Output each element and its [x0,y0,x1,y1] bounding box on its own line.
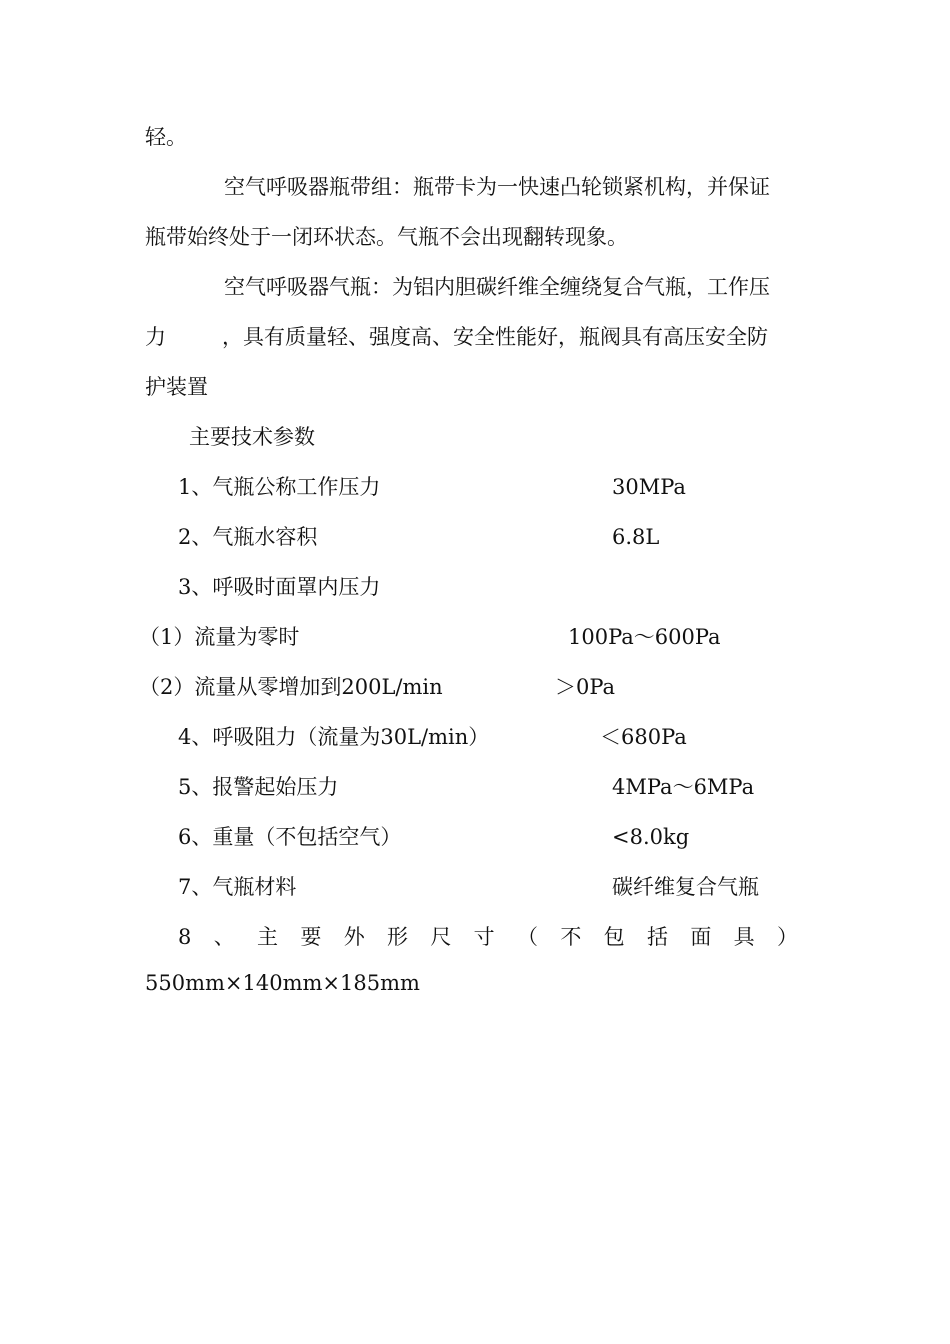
spec-label: （2）流量从零增加到200L/min [139,675,443,699]
spec-row-8-char: 8 [178,925,192,949]
spec-label: 1、气瓶公称工作压力 [178,475,381,499]
spec-value: ＜680Pa [600,725,687,749]
spec-row-8-char: 要 [300,925,322,949]
paragraph-strap-line-2: 瓶带始终处于一闭环状态。气瓶不会出现翻转现象。 [145,225,628,249]
spec-label: （1）流量为零时 [139,625,300,649]
spec-row-8-label [178,924,798,950]
spec-label: 2、气瓶水容积 [178,525,318,549]
spec-row-8-char: 包 [603,925,625,949]
spec-label: 3、呼吸时面罩内压力 [178,575,381,599]
paragraph-tail: 轻。 [145,125,187,149]
spec-row-8-value: 550mm×140mm×185mm [145,971,420,995]
spec-value: 碳纤维复合气瓶 [612,875,759,899]
spec-row-8-char: 外 [343,925,365,949]
paragraph-cylinder-line-3: 护装置 [145,375,208,399]
paragraph-cylinder-line-2b: ，具有质量轻、强度高、安全性能好，瓶阀具有高压安全防 [222,325,768,349]
spec-row-8-char: 寸 [473,925,495,949]
spec-row-8-char: 、 [213,925,235,949]
spec-label: 5、报警起始压力 [178,775,339,799]
spec-value: ＞0Pa [555,675,616,699]
spec-row-8-char: 尺 [430,925,452,949]
paragraph-cylinder-line-1: 空气呼吸器气瓶：为铝内胆碳纤维全缠绕复合气瓶，工作压 [224,275,770,299]
spec-row-8-char: ） [776,925,798,949]
paragraph-cylinder-line-2a: 力 [145,325,166,349]
spec-label: 6、重量（不包括空气） [178,825,402,849]
paragraph-strap-line-1: 空气呼吸器瓶带组：瓶带卡为一快速凸轮锁紧机构，并保证 [224,175,770,199]
spec-row-8-char: 括 [646,925,668,949]
spec-row-8-char: 主 [257,925,279,949]
spec-value: 6.8L [612,525,660,549]
specs-heading: 主要技术参数 [189,425,315,449]
spec-label: 7、气瓶材料 [178,875,297,899]
spec-label: 4、呼吸阻力（流量为30L/min） [178,725,490,749]
spec-value: <8.0kg [612,825,690,849]
spec-row-8-char: 形 [387,925,409,949]
spec-value: 4MPa～6MPa [612,775,755,799]
spec-value: 30MPa [612,475,686,499]
spec-row-8-char: （ [517,925,538,949]
spec-value: 100Pa～600Pa [568,625,721,649]
spec-row-8-char: 面 [690,925,712,949]
spec-row-8-char: 不 [560,925,582,949]
spec-row-8-char: 具 [733,925,755,949]
